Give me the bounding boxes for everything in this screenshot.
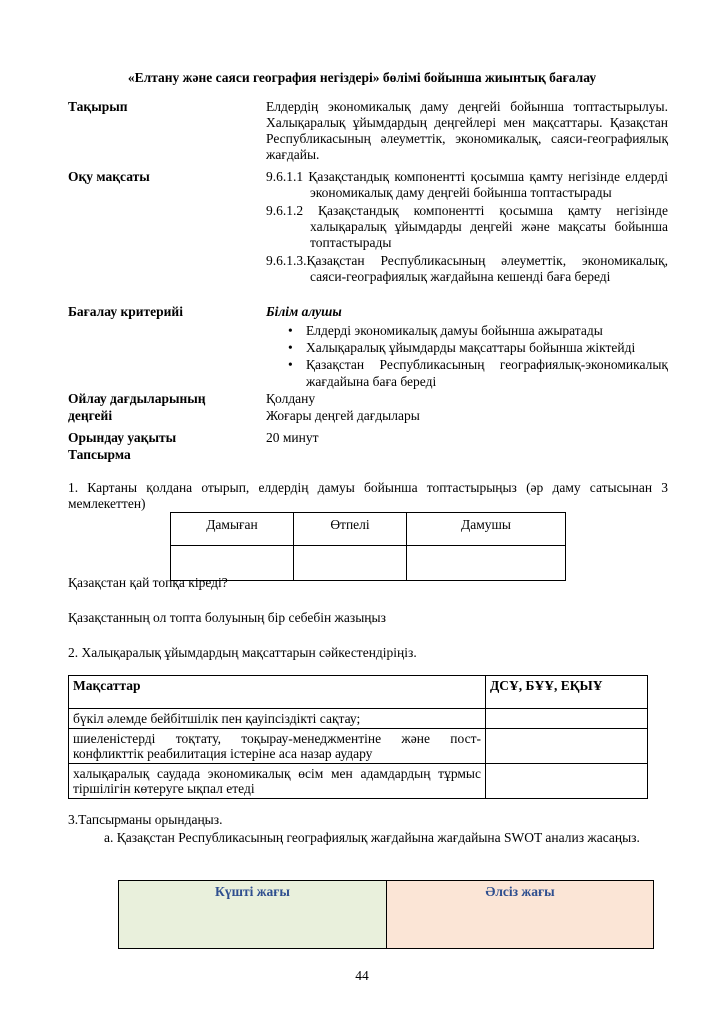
table-row bbox=[171, 513, 566, 546]
bullet-icon: • bbox=[288, 357, 293, 372]
answer-cell[interactable] bbox=[294, 546, 407, 581]
task3-text: 3.Тапсырманы орындаңыз. bbox=[68, 812, 223, 827]
criteria-label: Бағалау критерийі bbox=[68, 304, 183, 319]
answer-cell[interactable] bbox=[407, 546, 566, 581]
table-header: Мақсаттар bbox=[69, 676, 486, 709]
objective-label: Оқу мақсаты bbox=[68, 169, 150, 184]
criteria-list bbox=[266, 322, 668, 390]
thinking-value: Жоғары деңгей дағдылары bbox=[266, 408, 420, 423]
task1-text: 1. Картаны қолдана отырып, елдердің дамуы бойынша топтастырыңыз (әр даму сатысынан 3 мемлекеттен) bbox=[68, 480, 668, 511]
goal-cell: шиеленістерді тоқтату, тоқырау-менеджментіне және пост-конфликттік реабилитация істеріне аса назар аудару bbox=[69, 729, 486, 764]
table-row bbox=[69, 676, 648, 709]
table-row bbox=[119, 881, 654, 949]
criteria-item: • Елдерді экономикалық дамуы бойынша ажыратады bbox=[288, 323, 603, 338]
task3-sub-a: a. Қазақстан Республикасының географиялық жағдайына жағдайына SWOT анализ жасаңыз. bbox=[104, 830, 640, 845]
objective-item: 9.6.1.3.Қазақстан Республикасының әлеуметтік, экономикалық, саяси-географиялық жағдайына кешенді баға береді bbox=[266, 253, 668, 284]
criteria-intro: Білім алушы bbox=[266, 304, 342, 319]
thinking-label: Ойлау дағдыларының деңгейі bbox=[68, 391, 206, 423]
bullet-icon: • bbox=[288, 340, 293, 355]
objective-item: 9.6.1.2 Қазақстандық компонентті қосымша қамту негізінде халықаралық ұйымдарды деңгейі және мақсаты бойынша топтастырады bbox=[266, 203, 668, 250]
thinking-value: Қолдану bbox=[266, 391, 316, 406]
criteria-item: • Қазақстан Республикасының географиялық-экономикалық жағдайына баға береді bbox=[288, 357, 668, 389]
table-row bbox=[171, 546, 566, 581]
goal-cell: бүкіл әлемде бейбітшілік пен қауіпсіздікті сақтау; bbox=[69, 709, 486, 729]
task-label: Тапсырма bbox=[68, 447, 131, 462]
table-row bbox=[69, 709, 648, 729]
answer-cell[interactable] bbox=[486, 709, 648, 729]
bullet-icon: • bbox=[288, 323, 293, 338]
table-header: Өтпелі bbox=[294, 513, 407, 546]
task2-text: 2. Халықаралық ұйымдардың мақсаттарын сәйкестендіріңіз. bbox=[68, 645, 417, 660]
criteria-item: • Халықаралық ұйымдарды мақсаттары бойынша жіктейді bbox=[288, 340, 636, 355]
time-value: 20 минут bbox=[266, 430, 319, 445]
development-table bbox=[170, 512, 566, 581]
objective-item: 9.6.1.1 Қазақстандық компонентті қосымша қамту негізінде елдерді экономикалық даму деңгейі бойынша топтастырады bbox=[266, 169, 668, 200]
objective-list bbox=[266, 169, 668, 287]
time-label: Орындау уақыты bbox=[68, 430, 177, 445]
organizations-table bbox=[68, 675, 648, 799]
question-kz-group: Қазақстан қай топқа кіреді? bbox=[68, 575, 228, 590]
table-row bbox=[69, 729, 648, 764]
table-header: Дамушы bbox=[407, 513, 566, 546]
answer-cell[interactable] bbox=[486, 729, 648, 764]
question-reason: Қазақстанның ол топта болуының бір себебін жазыңыз bbox=[68, 610, 386, 625]
topic-value: Елдердің экономикалық даму деңгейі бойынша топтастырылуы. Халықаралық ұйымдардың деңгейлері мен мақсаттары. Қазақстан Республикасының әлеуметтік, экономикалық, саяси-географиялық жағдайы. bbox=[266, 99, 668, 162]
swot-strengths[interactable]: Күшті жағы bbox=[119, 881, 387, 949]
document-title: «Елтану және саяси география негіздері» бөлімі бойынша жиынтық бағалау bbox=[127, 70, 597, 85]
table-header: Дамыған bbox=[171, 513, 294, 546]
swot-weaknesses[interactable]: Әлсіз жағы bbox=[387, 881, 654, 949]
page-number: 44 bbox=[355, 968, 369, 983]
topic-label: Тақырып bbox=[68, 99, 128, 114]
criteria-block bbox=[266, 304, 668, 390]
table-header: ДСҰ, БҰҰ, ЕҚЫҰ bbox=[486, 676, 648, 709]
table-row bbox=[69, 764, 648, 799]
goal-cell: халықаралық саудада экономикалық өсім мен адамдардың тұрмыс тіршілігін көтеруге ықпал етеді bbox=[69, 764, 486, 799]
answer-cell[interactable] bbox=[486, 764, 648, 799]
thinking-values bbox=[266, 390, 668, 424]
swot-table bbox=[118, 880, 654, 949]
